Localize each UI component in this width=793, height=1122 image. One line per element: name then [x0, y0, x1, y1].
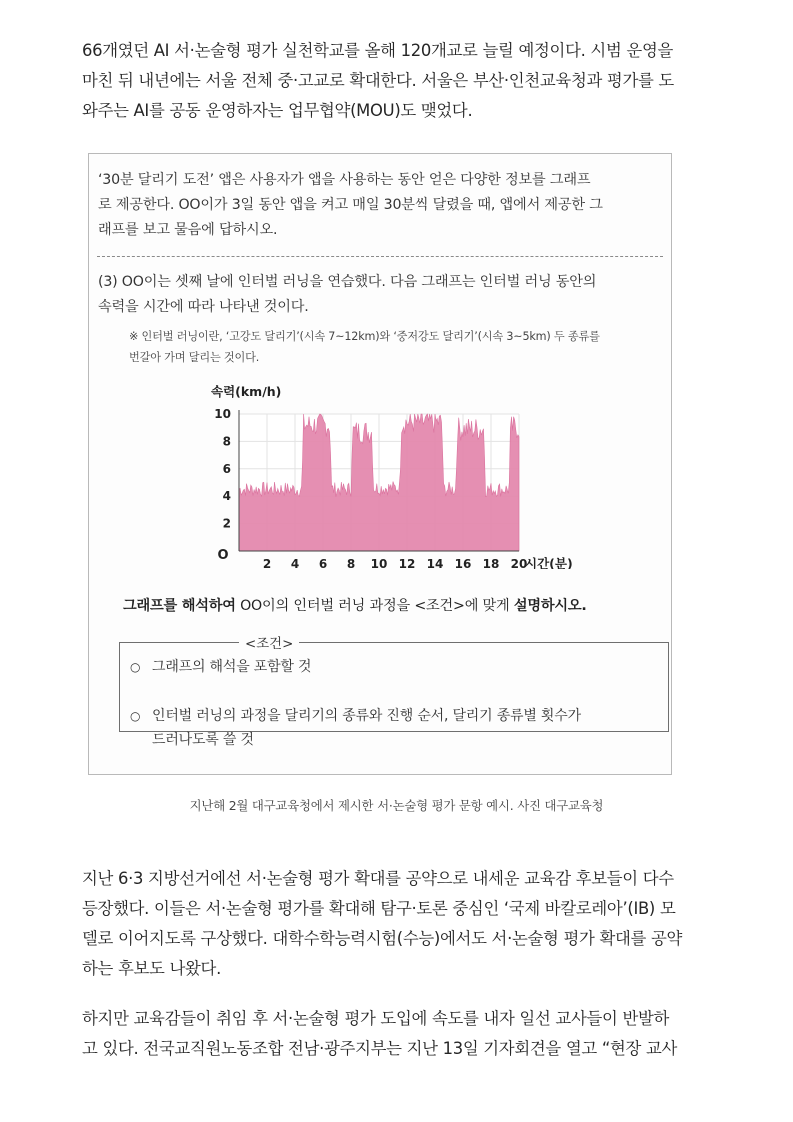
x-tick-label: 6 — [318, 557, 328, 569]
x-tick-label: 12 — [398, 557, 416, 569]
x-tick-label: 2 — [262, 557, 272, 569]
y-tick-label: 6 — [222, 461, 231, 476]
x-tick-label: 20 — [510, 557, 528, 569]
task-bold-1: 그래프를 해석하여 — [123, 598, 236, 614]
question-3: (3) OO이는 셋째 날에 인터벌 러닝을 연습했다. 다음 그래프는 인터벌 러닝 동안의 속력을 시간에 따라 나타낸 것이다. — [98, 274, 597, 315]
x-tick-label: 18 — [482, 557, 500, 569]
condition-item-2-text: 인터벌 러닝의 과정을 달리기의 종류와 진행 순서, 달리기 종류별 횟수가 드러나도록 쓸 것 — [152, 708, 581, 748]
x-tick-label: 8 — [346, 557, 356, 569]
y-tick-label: 10 — [214, 407, 231, 421]
interval-running-note: ※ 인터벌 러닝이란, ‘고강도 달리기’(시속 7~12km)와 ‘중저강도 달리기’(시속 3~5km) 두 종류를 번갈아 가며 달리는 것이다. — [129, 330, 600, 364]
bullet-icon: ○ — [130, 709, 141, 723]
task-middle: OO이의 인터벌 러닝 과정을 <조건>에 맞게 — [235, 598, 514, 614]
question-intro: ‘30분 달리기 도전’ 앱은 사용자가 앱을 사용하는 동안 얻은 다양한 정보를 그래프 로 제공한다. OO이가 3일 동안 앱을 켜고 매일 30분씩 달렸을 때, 앱에서 제공한 그 래프를 보고 물음에 답하시오. — [98, 172, 603, 238]
article-paragraph-2: 지난 6·3 지방선거에선 서·논술형 평가 확대를 공약으로 내세운 교육감 후보들이 다수 등장했다. 이들은 서·논술형 평가를 확대해 탐구·토론 중심인 ‘국제 바칼로레아’(IB) 모 델로 이어지도록 구상했다. 대학수학능력시험(수능)에서도 서·논술형 평가 확대를 공약 하는 후보도 나왔다. — [82, 869, 683, 978]
condition-item-1-text: 그래프의 해석을 포함할 것 — [152, 659, 312, 675]
speed-chart-svg — [189, 369, 609, 569]
condition-item-1 — [130, 655, 311, 679]
y-tick-label: 4 — [222, 489, 231, 504]
figure-caption: 지난해 2월 대구교육청에서 제시한 서·논술형 평가 문항 예시. 사진 대구교육청 — [189, 798, 604, 813]
article-paragraph-1: 66개였던 AI 서·논술형 평가 실천학교를 올해 120개교로 늘릴 예정이다. 시범 운영을 마친 뒤 내년에는 서울 전체 중·고교로 확대한다. 서울은 부산·인천교육청과 평가를 도 와주는 AI를 공동 운영하자는 업무협약(MOU)도 맺었다. — [82, 41, 674, 120]
task-bold-2: 설명하시오. — [513, 598, 587, 614]
task-instruction — [123, 595, 587, 615]
y-tick-label: 2 — [222, 516, 231, 531]
origin-label: O — [217, 548, 229, 563]
x-axis-label: 시간(분) — [525, 556, 573, 569]
bullet-icon: ○ — [130, 660, 141, 674]
x-tick-label: 16 — [454, 557, 472, 569]
speed-chart — [189, 369, 609, 569]
exam-question-figure — [88, 153, 672, 775]
x-tick-label: 14 — [426, 557, 444, 569]
x-tick-label: 10 — [370, 557, 388, 569]
y-tick-label: 8 — [222, 434, 231, 449]
article-paragraph-3: 하지만 교육감들이 취임 후 서·논술형 평가 도입에 속도를 내자 일선 교사들이 반발하 고 있다. 전국교직원노동조합 전남·광주지부는 지난 13일 기자회견을 열고 “현장 교사 — [82, 1009, 678, 1058]
dashed-divider — [97, 256, 663, 257]
condition-title: <조건> — [239, 633, 299, 652]
x-tick-label: 4 — [290, 557, 300, 569]
condition-box — [119, 637, 669, 748]
y-axis-label: 속력(km/h) — [211, 384, 282, 399]
condition-item-2 — [130, 680, 581, 752]
